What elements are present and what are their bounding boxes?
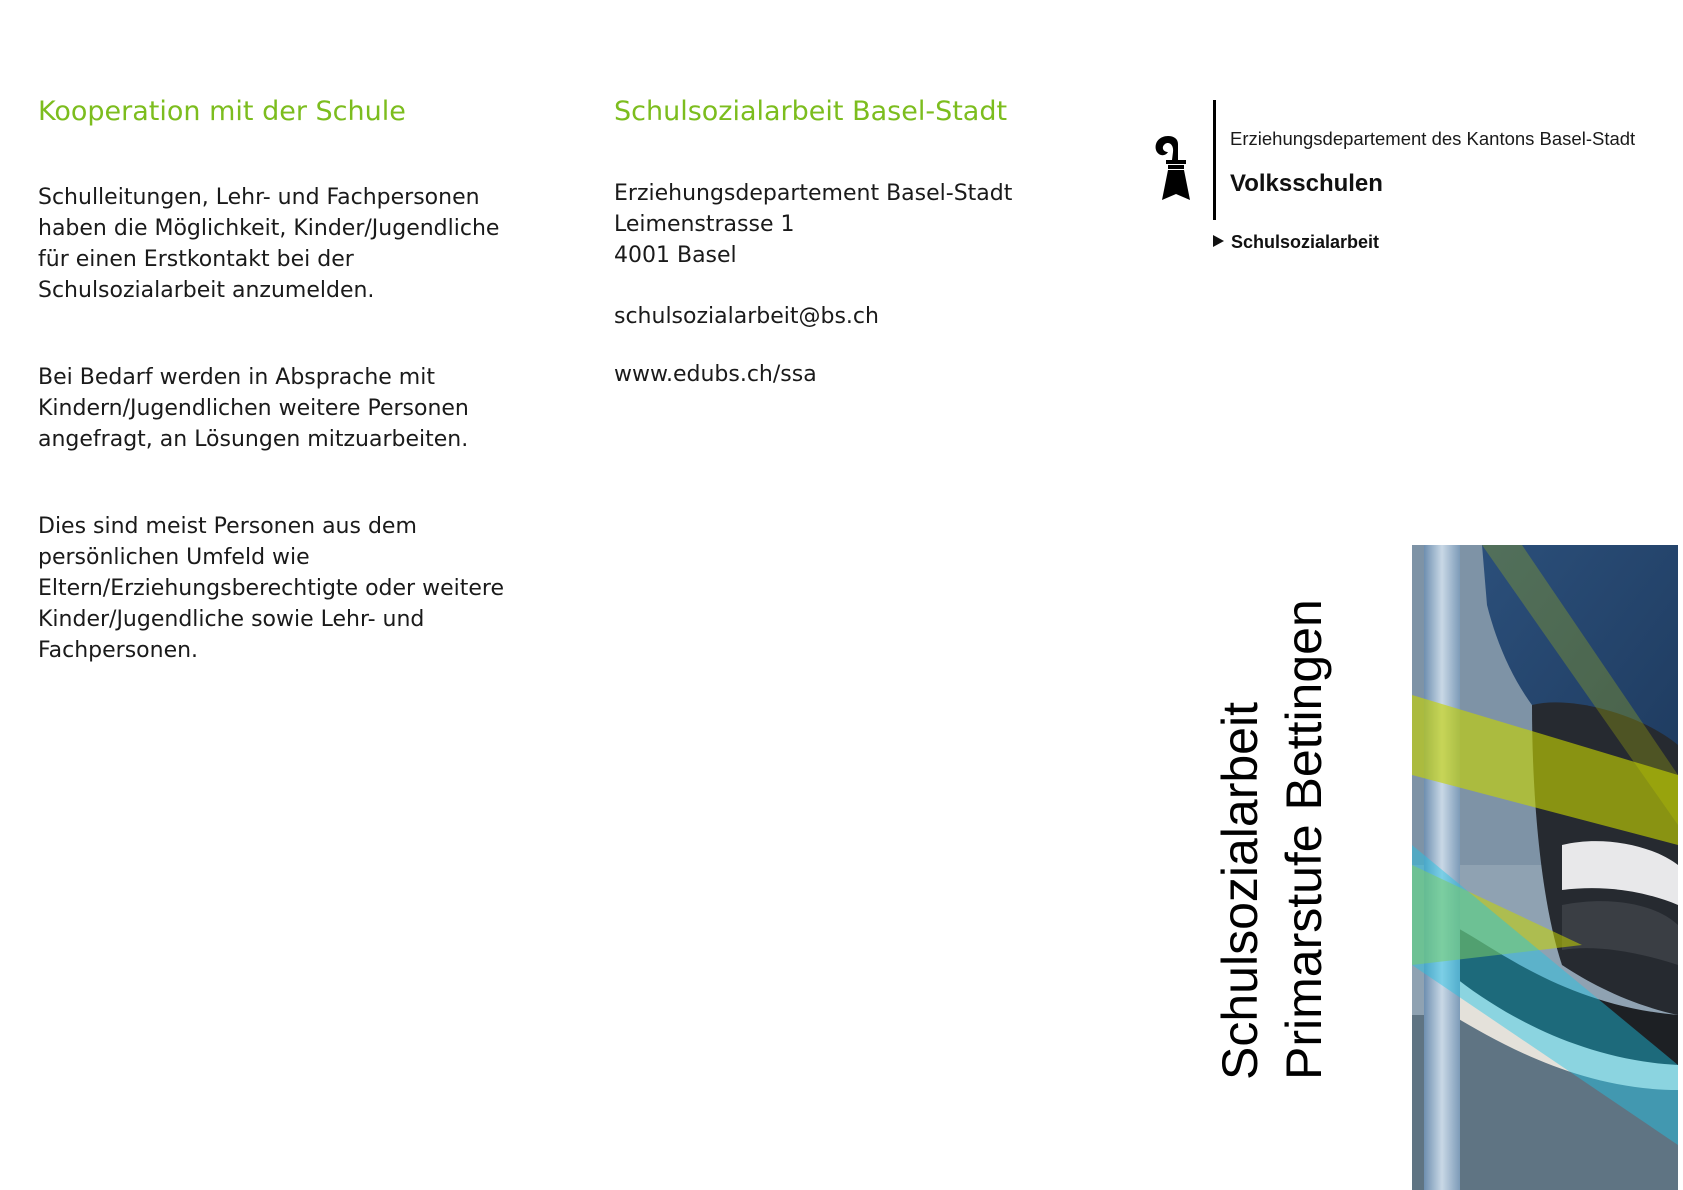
cover-photo-illustration: [1412, 545, 1678, 1190]
triangle-right-icon: [1213, 235, 1224, 247]
address-line-1: Erziehungsdepartement Basel-Stadt: [614, 181, 1013, 207]
left-column: [38, 96, 508, 666]
cover-title-line-2: Primarstufe Bettingen: [1276, 599, 1332, 1080]
paragraph-2: Bei Bedarf werden in Absprache mit Kindern/Jugendlichen weitere Personen angefragt, an Lösungen mitzuarbeiten.: [38, 365, 469, 453]
cover-title-line-1: Schulsozialarbeit: [1212, 702, 1268, 1080]
address-line-3: 4001 Basel: [614, 243, 737, 269]
middle-column: [614, 96, 1074, 390]
logo-unit: [1213, 232, 1379, 253]
email-link[interactable]: schulsozialarbeit@bs.ch: [614, 304, 879, 330]
department-logo: [1150, 100, 1670, 260]
heading-contact: Schulsozialarbeit Basel-Stadt: [614, 96, 1008, 127]
website-link[interactable]: www.edubs.ch/ssa: [614, 362, 817, 388]
cover-photo: [1412, 545, 1678, 1190]
paragraph-3: Dies sind meist Personen aus dem persönlichen Umfeld wie Eltern/Erziehungsberechtigte oder weitere Kinder/Jugendliche sowie Lehr- und Fachpersonen.: [38, 514, 504, 664]
cover-title: [1208, 560, 1338, 1080]
basel-staff-icon: [1150, 130, 1200, 204]
logo-divider: [1213, 100, 1216, 220]
logo-department: Erziehungsdepartement des Kantons Basel-Stadt: [1230, 128, 1636, 149]
logo-division: Volksschulen: [1230, 170, 1383, 197]
heading-kooperation: Kooperation mit der Schule: [38, 96, 406, 127]
logo-unit-label: Schulsozialarbeit: [1231, 232, 1380, 252]
paragraph-1: Schulleitungen, Lehr- und Fachpersonen haben die Möglichkeit, Kinder/Jugendliche für einen Erstkontakt bei der Schulsozialarbeit anzumelden.: [38, 185, 500, 304]
address-block: [614, 178, 1074, 271]
address-line-2: Leimenstrasse 1: [614, 212, 795, 238]
